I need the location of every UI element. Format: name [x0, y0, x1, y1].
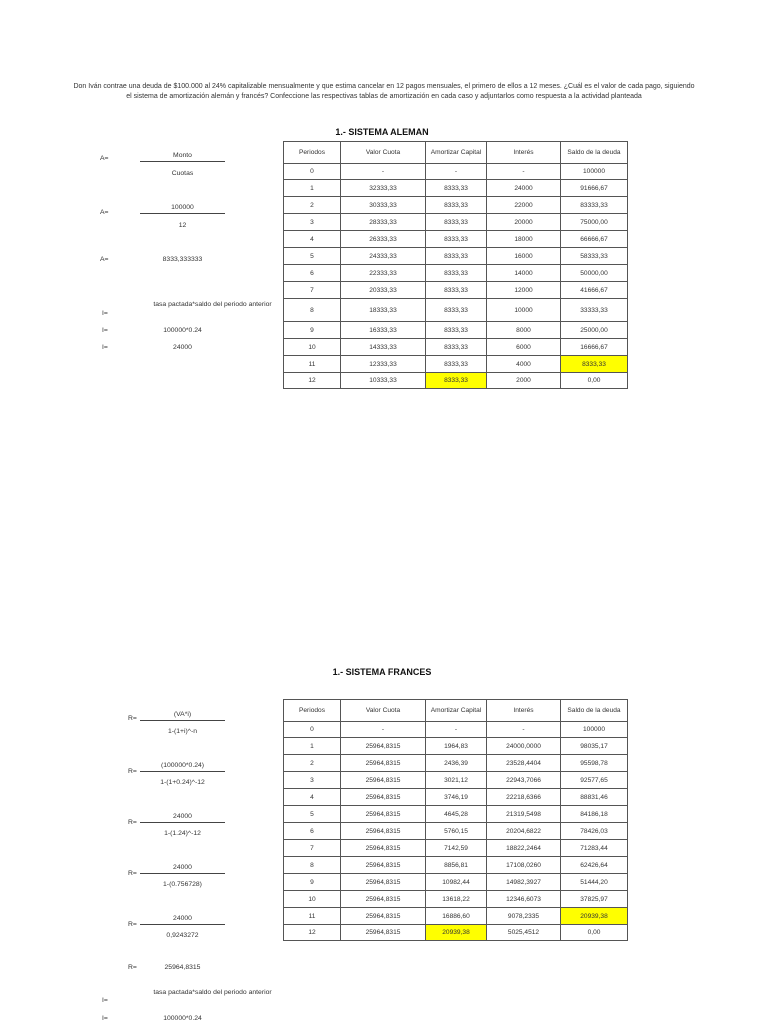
cell: 10982,44: [426, 874, 487, 891]
table-row: [284, 214, 628, 231]
cell: 75000,00: [561, 214, 628, 231]
cell: 26333,33: [341, 231, 426, 248]
cell: 8333,33: [426, 322, 487, 339]
cell: 25964,8315: [341, 823, 426, 840]
aleman-a-result: 8333,333333: [162, 256, 203, 263]
cell: 2: [284, 755, 341, 772]
frances-r-label-4: R=: [128, 870, 137, 877]
cell: 5025,4512: [487, 925, 561, 941]
cell: 7142,59: [426, 840, 487, 857]
cell: 100000: [561, 722, 628, 738]
cell: 95598,78: [561, 755, 628, 772]
cell: 5760,15: [426, 823, 487, 840]
cell: 14982,3927: [487, 874, 561, 891]
cell: 10: [284, 891, 341, 908]
cell: 98035,17: [561, 738, 628, 755]
aleman-header-periodos: Periodos: [284, 142, 341, 164]
cell: 25964,8315: [341, 857, 426, 874]
highlighted-cell: 20939,38: [426, 925, 487, 941]
frances-header-periodos: Periodos: [284, 700, 341, 722]
cell: 100000: [561, 164, 628, 180]
cell: 37825,97: [561, 891, 628, 908]
aleman-header-amortizar: Amortizar Capital: [426, 142, 487, 164]
table-row: [284, 857, 628, 874]
frances-r-label-1: R=: [128, 715, 137, 722]
aleman-header-interes: Interés: [487, 142, 561, 164]
cell: -: [426, 164, 487, 180]
cell: 20204,6822: [487, 823, 561, 840]
table-row: [284, 722, 628, 738]
cell: 8000: [487, 322, 561, 339]
frances-i-formula: 100000*0.24: [163, 1015, 202, 1022]
frances-f1-den: 1-(1+i)^-n: [167, 728, 198, 735]
cell: -: [487, 722, 561, 738]
cell: 25964,8315: [341, 806, 426, 823]
cell: 0: [284, 164, 341, 180]
cell: 2: [284, 197, 341, 214]
aleman-title: 1.- SISTEMA ALEMAN: [335, 127, 429, 137]
cell: 8333,33: [426, 282, 487, 299]
frances-f3-den: 1-(1.24)^-12: [164, 830, 201, 837]
cell: 88831,46: [561, 789, 628, 806]
cell: 25964,8315: [341, 755, 426, 772]
cell: 12000: [487, 282, 561, 299]
cell: 0,00: [561, 373, 628, 389]
aleman-cuotas: Cuotas: [171, 170, 194, 177]
cell: 58333,33: [561, 248, 628, 265]
cell: 84186,18: [561, 806, 628, 823]
aleman-i-text: tasa pactada*saldo del periodo anterior: [153, 301, 272, 308]
table-row: [284, 231, 628, 248]
aleman-denominator: 12: [178, 222, 187, 229]
table-row: [284, 180, 628, 197]
aleman-a-label-3: A=: [100, 256, 109, 263]
cell: 9: [284, 874, 341, 891]
frances-f4-den: 1-(0.756728): [163, 881, 202, 888]
aleman-i-formula: 100000*0.24: [163, 327, 202, 334]
cell: 20333,33: [341, 282, 426, 299]
table-row: [284, 197, 628, 214]
cell: -: [341, 722, 426, 738]
aleman-i-label-2: I=: [102, 327, 108, 334]
frances-r-label-6: R=: [128, 964, 137, 971]
aleman-header-valor-cuota: Valor Cuota: [341, 142, 426, 164]
aleman-header-row: [284, 142, 628, 164]
table-row: [284, 322, 628, 339]
table-row: [284, 299, 628, 322]
aleman-numerator: 100000: [140, 204, 225, 214]
cell: 28333,33: [341, 214, 426, 231]
cell: 10000: [487, 299, 561, 322]
cell: 16666,67: [561, 339, 628, 356]
table-row: [284, 164, 628, 180]
cell: 30333,33: [341, 197, 426, 214]
frances-header-saldo: Saldo de la deuda: [561, 700, 628, 722]
cell: 6: [284, 823, 341, 840]
cell: 10: [284, 339, 341, 356]
aleman-monto: Monto: [140, 152, 225, 162]
problem-statement: Don Iván contrae una deuda de $100.000 al 24% capitalizable mensualmente y que estima cancelar en 12 pagos mensuales, el primero de ellos a 12 meses. ¿Cuál es el valor de cada pago, siguiendo el sistema de amortización alemán y francés? Confeccione las respectivas tablas de amortización en cada caso y adjuntarlos como respuesta a la actividad planteada: [73, 83, 695, 100]
cell: 8333,33: [426, 299, 487, 322]
aleman-header-saldo: Saldo de la deuda: [561, 142, 628, 164]
cell: 17108,0260: [487, 857, 561, 874]
cell: 78426,03: [561, 823, 628, 840]
cell: 12346,6073: [487, 891, 561, 908]
cell: 0: [284, 722, 341, 738]
aleman-i-result: 24000: [173, 344, 192, 351]
table-row: [284, 891, 628, 908]
frances-i-text: tasa pactada*saldo del periodo anterior: [153, 989, 272, 996]
cell: 8333,33: [426, 214, 487, 231]
cell: 2000: [487, 373, 561, 389]
frances-f5-den: 0,9243272: [166, 932, 199, 939]
cell: 9078,2335: [487, 908, 561, 925]
cell: 32333,33: [341, 180, 426, 197]
table-row: [284, 356, 628, 373]
frances-header-amortizar: Amortizar Capital: [426, 700, 487, 722]
cell: 21319,5498: [487, 806, 561, 823]
cell: 18822,2464: [487, 840, 561, 857]
aleman-i-label-3: I=: [102, 344, 108, 351]
cell: 24000,0000: [487, 738, 561, 755]
cell: 1964,83: [426, 738, 487, 755]
cell: 3746,19: [426, 789, 487, 806]
cell: -: [487, 164, 561, 180]
table-row: [284, 738, 628, 755]
table-row: [284, 248, 628, 265]
cell: 9: [284, 322, 341, 339]
frances-header-interes: Interés: [487, 700, 561, 722]
cell: 6000: [487, 339, 561, 356]
frances-f2-num: (100000*0.24): [140, 762, 225, 772]
cell: 24333,33: [341, 248, 426, 265]
frances-header-row: [284, 700, 628, 722]
cell: 24000: [487, 180, 561, 197]
cell: 25964,8315: [341, 840, 426, 857]
cell: 4645,28: [426, 806, 487, 823]
table-row: [284, 339, 628, 356]
cell: 12: [284, 925, 341, 941]
cell: 25964,8315: [341, 874, 426, 891]
frances-f1-num: (VA*i): [140, 711, 225, 721]
cell: 16000: [487, 248, 561, 265]
table-row: [284, 373, 628, 389]
frances-r-label-5: R=: [128, 921, 137, 928]
cell: 25964,8315: [341, 789, 426, 806]
cell: 12: [284, 373, 341, 389]
cell: 10333,33: [341, 373, 426, 389]
cell: 1: [284, 180, 341, 197]
cell: 25964,8315: [341, 925, 426, 941]
cell: 5: [284, 806, 341, 823]
table-row: [284, 282, 628, 299]
frances-r-label-3: R=: [128, 819, 137, 826]
cell: 92577,65: [561, 772, 628, 789]
cell: 8333,33: [426, 339, 487, 356]
highlighted-cell: 8333,33: [561, 356, 628, 373]
cell: 8333,33: [426, 180, 487, 197]
cell: 8333,33: [426, 356, 487, 373]
cell: 8: [284, 299, 341, 322]
table-row: [284, 806, 628, 823]
cell: 8856,81: [426, 857, 487, 874]
frances-title: 1.- SISTEMA FRANCES: [332, 667, 432, 677]
cell: 8333,33: [426, 197, 487, 214]
cell: 71283,44: [561, 840, 628, 857]
frances-f2-den: 1-(1+0.24)^-12: [160, 779, 205, 786]
cell: 8333,33: [426, 265, 487, 282]
cell: 22943,7066: [487, 772, 561, 789]
table-row: [284, 823, 628, 840]
cell: 3: [284, 772, 341, 789]
cell: 3021,12: [426, 772, 487, 789]
highlighted-cell: 8333,33: [426, 373, 487, 389]
cell: 18000: [487, 231, 561, 248]
cell: 8: [284, 857, 341, 874]
cell: -: [341, 164, 426, 180]
cell: 5: [284, 248, 341, 265]
table-row: [284, 789, 628, 806]
cell: 6: [284, 265, 341, 282]
cell: 0,00: [561, 925, 628, 941]
aleman-a-label-2: A=: [100, 209, 109, 216]
table-row: [284, 840, 628, 857]
frances-f4-num: 24000: [140, 864, 225, 874]
cell: 16333,33: [341, 322, 426, 339]
cell: -: [426, 722, 487, 738]
aleman-i-label-1: I=: [102, 310, 108, 317]
frances-header-valor-cuota: Valor Cuota: [341, 700, 426, 722]
cell: 22000: [487, 197, 561, 214]
cell: 1: [284, 738, 341, 755]
cell: 2436,39: [426, 755, 487, 772]
cell: 16886,60: [426, 908, 487, 925]
cell: 22218,6366: [487, 789, 561, 806]
cell: 33333,33: [561, 299, 628, 322]
frances-f5-num: 24000: [140, 915, 225, 925]
cell: 22333,33: [341, 265, 426, 282]
cell: 66666,67: [561, 231, 628, 248]
frances-f3-num: 24000: [140, 813, 225, 823]
cell: 25964,8315: [341, 772, 426, 789]
frances-table: [283, 699, 628, 941]
cell: 4: [284, 231, 341, 248]
frances-i-label-2: I=: [102, 1015, 108, 1022]
cell: 4000: [487, 356, 561, 373]
table-row: [284, 265, 628, 282]
cell: 18333,33: [341, 299, 426, 322]
cell: 14333,33: [341, 339, 426, 356]
table-row: [284, 908, 628, 925]
cell: 4: [284, 789, 341, 806]
cell: 8333,33: [426, 248, 487, 265]
table-row: [284, 755, 628, 772]
cell: 11: [284, 908, 341, 925]
highlighted-cell: 20939,38: [561, 908, 628, 925]
frances-i-label-1: I=: [102, 997, 108, 1004]
cell: 7: [284, 840, 341, 857]
cell: 13618,22: [426, 891, 487, 908]
cell: 50000,00: [561, 265, 628, 282]
cell: 25964,8315: [341, 908, 426, 925]
cell: 25964,8315: [341, 738, 426, 755]
cell: 25000,00: [561, 322, 628, 339]
cell: 62426,64: [561, 857, 628, 874]
frances-r-label-2: R=: [128, 768, 137, 775]
cell: 83333,33: [561, 197, 628, 214]
aleman-a-label-1: A=: [100, 155, 109, 162]
cell: 51444,20: [561, 874, 628, 891]
cell: 25964,8315: [341, 891, 426, 908]
cell: 91666,67: [561, 180, 628, 197]
cell: 41666,67: [561, 282, 628, 299]
table-row: [284, 772, 628, 789]
frances-r-result: 25964,8315: [164, 964, 201, 971]
cell: 3: [284, 214, 341, 231]
aleman-table: [283, 141, 628, 389]
cell: 11: [284, 356, 341, 373]
table-row: [284, 925, 628, 941]
cell: 23528,4404: [487, 755, 561, 772]
cell: 12333,33: [341, 356, 426, 373]
cell: 14000: [487, 265, 561, 282]
cell: 8333,33: [426, 231, 487, 248]
cell: 20000: [487, 214, 561, 231]
cell: 7: [284, 282, 341, 299]
table-row: [284, 874, 628, 891]
